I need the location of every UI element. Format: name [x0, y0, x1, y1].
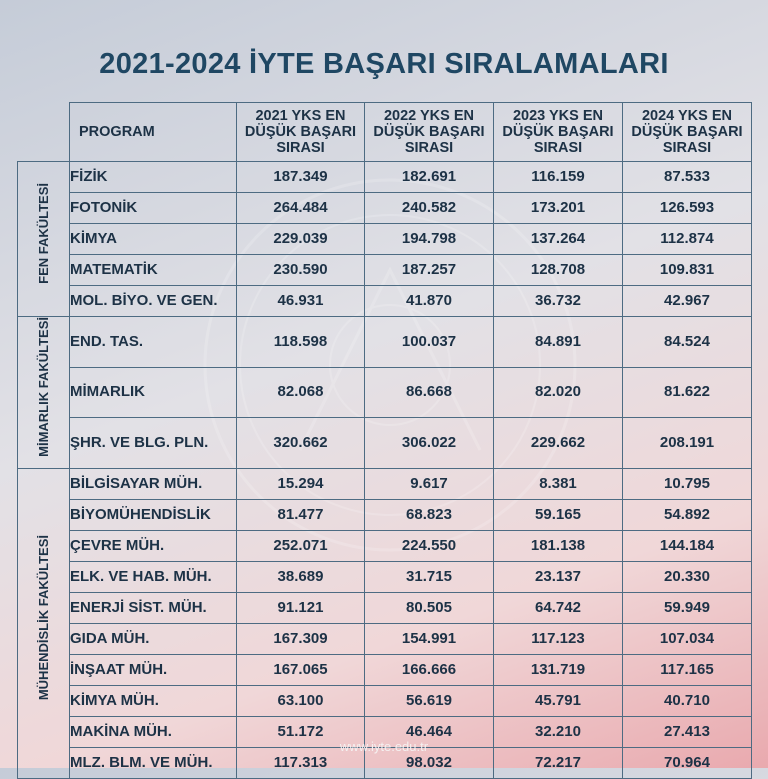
table-row	[18, 255, 752, 286]
rank-2023: 59.165	[494, 499, 623, 530]
header-program: PROGRAM	[70, 103, 237, 162]
program-name: BİYOMÜHENDİSLİK	[70, 499, 237, 530]
rank-2021: 81.477	[237, 499, 365, 530]
rank-2021: 167.309	[237, 623, 365, 654]
rank-2021: 187.349	[237, 162, 365, 193]
faculty-label-fen: FEN FAKÜLTESİ	[18, 162, 70, 317]
table-row	[18, 286, 752, 317]
rank-2023: 82.020	[494, 367, 623, 418]
table-row	[18, 530, 752, 561]
program-name: BİLGİSAYAR MÜH.	[70, 468, 237, 499]
table-row	[18, 317, 752, 368]
rank-2021: 91.121	[237, 592, 365, 623]
table-row	[18, 367, 752, 418]
program-name: ELK. VE HAB. MÜH.	[70, 561, 237, 592]
rank-2022: 86.668	[365, 367, 494, 418]
rank-2021: 264.484	[237, 193, 365, 224]
rank-2022: 31.715	[365, 561, 494, 592]
page-title: 2021-2024 İYTE BAŞARI SIRALAMALARI	[99, 48, 669, 80]
rank-2024: 87.533	[623, 162, 752, 193]
rank-2021: 117.313	[237, 747, 365, 778]
rank-2024: 27.413	[623, 716, 752, 747]
program-name: MATEMATİK	[70, 255, 237, 286]
rank-2024: 112.874	[623, 224, 752, 255]
rank-2021: 46.931	[237, 286, 365, 317]
rank-2022: 166.666	[365, 654, 494, 685]
program-name: MİMARLIK	[70, 367, 237, 418]
table-row	[18, 685, 752, 716]
rank-2021: 51.172	[237, 716, 365, 747]
table-row	[18, 499, 752, 530]
header-2023: 2023 YKS EN DÜŞÜK BAŞARI SIRASI	[494, 103, 623, 162]
table-row	[18, 468, 752, 499]
program-name: MOL. BİYO. VE GEN.	[70, 286, 237, 317]
rank-2024: 81.622	[623, 367, 752, 418]
table-row	[18, 623, 752, 654]
program-name: KİMYA MÜH.	[70, 685, 237, 716]
rank-2023: 36.732	[494, 286, 623, 317]
table-row	[18, 224, 752, 255]
rank-2021: 252.071	[237, 530, 365, 561]
rank-2024: 59.949	[623, 592, 752, 623]
rank-2021: 15.294	[237, 468, 365, 499]
program-name: FİZİK	[70, 162, 237, 193]
rank-2023: 137.264	[494, 224, 623, 255]
rank-2023: 229.662	[494, 418, 623, 469]
table-header-row	[18, 103, 752, 162]
rank-2021: 38.689	[237, 561, 365, 592]
faculty-label-muhendislik: MÜHENDİSLİK FAKÜLTESİ	[18, 468, 70, 778]
program-name: MAKİNA MÜH.	[70, 716, 237, 747]
rank-2021: 230.590	[237, 255, 365, 286]
rank-2022: 240.582	[365, 193, 494, 224]
rank-2022: 41.870	[365, 286, 494, 317]
rank-2022: 306.022	[365, 418, 494, 469]
rank-2021: 167.065	[237, 654, 365, 685]
rank-2024: 20.330	[623, 561, 752, 592]
rank-2023: 23.137	[494, 561, 623, 592]
rank-2022: 224.550	[365, 530, 494, 561]
rank-2023: 131.719	[494, 654, 623, 685]
rank-2022: 100.037	[365, 317, 494, 368]
program-name: ENERJİ SİST. MÜH.	[70, 592, 237, 623]
rank-2021: 82.068	[237, 367, 365, 418]
rank-2024: 54.892	[623, 499, 752, 530]
table-row	[18, 561, 752, 592]
rank-2022: 56.619	[365, 685, 494, 716]
program-name: END. TAS.	[70, 317, 237, 368]
program-name: ÇEVRE MÜH.	[70, 530, 237, 561]
program-name: FOTONİK	[70, 193, 237, 224]
rankings-table	[17, 102, 752, 779]
table-row	[18, 193, 752, 224]
rank-2024: 126.593	[623, 193, 752, 224]
rank-2021: 118.598	[237, 317, 365, 368]
rank-2022: 46.464	[365, 716, 494, 747]
rank-2022: 154.991	[365, 623, 494, 654]
rank-2024: 84.524	[623, 317, 752, 368]
rank-2023: 32.210	[494, 716, 623, 747]
rank-2024: 144.184	[623, 530, 752, 561]
rank-2023: 84.891	[494, 317, 623, 368]
rank-2021: 320.662	[237, 418, 365, 469]
rank-2022: 98.032	[365, 747, 494, 778]
faculty-label-mimarlik: MİMARLIK FAKÜLTESİ	[18, 317, 70, 469]
rank-2022: 194.798	[365, 224, 494, 255]
header-2022: 2022 YKS EN DÜŞÜK BAŞARI SIRASI	[365, 103, 494, 162]
rank-2023: 72.217	[494, 747, 623, 778]
table-row	[18, 592, 752, 623]
header-2024: 2024 YKS EN DÜŞÜK BAŞARI SIRASI	[623, 103, 752, 162]
rank-2023: 64.742	[494, 592, 623, 623]
program-name: KİMYA	[70, 224, 237, 255]
header-2021: 2021 YKS EN DÜŞÜK BAŞARI SIRASI	[237, 103, 365, 162]
rank-2023: 173.201	[494, 193, 623, 224]
rank-2024: 117.165	[623, 654, 752, 685]
table-row	[18, 418, 752, 469]
rank-2021: 63.100	[237, 685, 365, 716]
program-name: İNŞAAT MÜH.	[70, 654, 237, 685]
rank-2023: 116.159	[494, 162, 623, 193]
rank-2022: 9.617	[365, 468, 494, 499]
rank-2022: 182.691	[365, 162, 494, 193]
rank-2024: 40.710	[623, 685, 752, 716]
rank-2023: 128.708	[494, 255, 623, 286]
rank-2023: 117.123	[494, 623, 623, 654]
rank-2024: 70.964	[623, 747, 752, 778]
program-name: GIDA MÜH.	[70, 623, 237, 654]
rank-2024: 42.967	[623, 286, 752, 317]
website-footer: www.iyte.edu.tr	[339, 739, 429, 754]
rank-2024: 10.795	[623, 468, 752, 499]
rank-2024: 109.831	[623, 255, 752, 286]
rank-2023: 181.138	[494, 530, 623, 561]
rank-2022: 187.257	[365, 255, 494, 286]
rank-2022: 68.823	[365, 499, 494, 530]
table-row	[18, 162, 752, 193]
rank-2023: 8.381	[494, 468, 623, 499]
rank-2023: 45.791	[494, 685, 623, 716]
rank-2024: 208.191	[623, 418, 752, 469]
program-name: ŞHR. VE BLG. PLN.	[70, 418, 237, 469]
rank-2024: 107.034	[623, 623, 752, 654]
rank-2021: 229.039	[237, 224, 365, 255]
program-name: MLZ. BLM. VE MÜH.	[70, 747, 237, 778]
table-row	[18, 654, 752, 685]
rank-2022: 80.505	[365, 592, 494, 623]
corner-cell	[18, 103, 70, 162]
